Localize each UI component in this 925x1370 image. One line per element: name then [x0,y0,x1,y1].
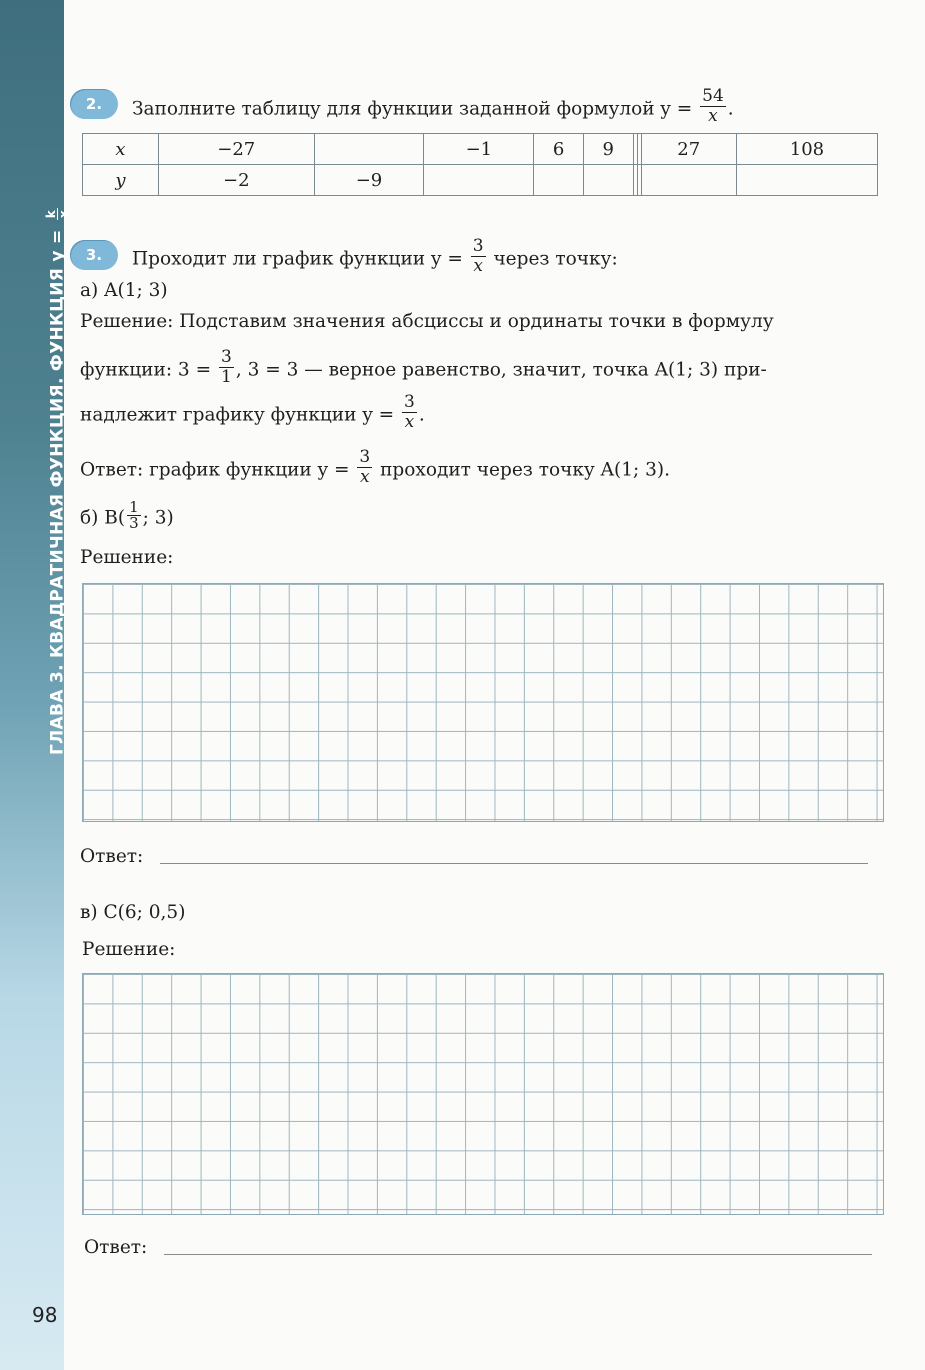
fraction-denominator: x [359,467,370,487]
part-c-answer-line[interactable] [164,1253,872,1255]
part-a-solution-line-3 [80,392,425,435]
table-cell: −9 [314,165,424,196]
part-b-answer-label: Ответ: [80,846,144,867]
table-cell: 6 [534,134,584,165]
table-cell: 27 [641,134,736,165]
table-cell[interactable] [534,165,584,196]
part-b-answer-line[interactable] [160,862,868,864]
table-cell[interactable] [736,165,877,196]
chapter-sidebar [0,0,71,1370]
text: . [418,404,425,426]
task-3-badge: 3. [70,240,118,270]
fraction-denominator: x [708,106,718,126]
text: Ответ: график функции y = [80,459,350,481]
fraction-denominator: x [473,256,483,276]
task-3-fraction [471,237,486,276]
fraction-numerator: 3 [359,447,371,467]
part-c-label: в) C(6; 0,5) [80,902,186,923]
text: ; 3) [142,507,174,529]
text: надлежит графику функции y = [80,404,395,426]
solution-fraction [402,393,417,432]
point-fraction [127,500,141,531]
solution-fraction [219,348,234,387]
table-cell: −2 [159,165,315,196]
task-2-statement: Заполните таблицу для функции заданной формулой y = $\frac{54}{x}$ . [132,86,734,126]
task-2-text: Заполните таблицу для функции заданной формулой y = [132,98,693,120]
part-a-solution-line-1: Решение: Подставим значения абсциссы и ординаты точки в формулу [80,311,774,332]
chapter-title [45,208,70,755]
text: функции: 3 = [80,359,212,381]
part-b-solution-grid[interactable] [82,583,884,822]
chapter-title-text: ГЛАВА 3. КВАДРАТИЧНАЯ ФУНКЦИЯ. ФУНКЦИЯ y = [47,229,68,755]
fraction-denominator: 1 [220,367,232,387]
part-c-answer-label: Ответ: [84,1237,148,1258]
fraction-numerator: k [44,209,58,219]
table-cell[interactable] [641,165,736,196]
part-b-solution-label: Решение: [80,547,174,568]
task-2-badge: 2. [70,89,118,119]
task-2-value-table [82,133,878,196]
fraction-denominator: x [404,412,415,432]
fraction-numerator: 1 [129,498,139,516]
table-cell[interactable] [583,165,633,196]
answer-fraction [357,448,372,487]
table-cell: −27 [159,134,315,165]
chapter-title-fraction [45,208,70,220]
part-a-label: а) A(1; 3) [80,280,168,301]
task-3-text-before: Проходит ли график функции y = [132,248,463,270]
table-cell: −1 [424,134,534,165]
part-b-label [80,498,174,534]
part-c-solution-grid[interactable] [82,973,884,1215]
page-number: 98 [32,1303,58,1327]
text: проходит через точку A(1; 3). [380,459,670,481]
text: б) B( [80,507,126,529]
table-cell: 108 [736,134,877,165]
part-a-solution-line-2 [80,347,767,390]
table-row-x [83,134,878,165]
table-cell[interactable] [314,134,424,165]
part-a-answer [80,447,670,490]
part-c-solution-label: Решение: [82,939,176,960]
fraction-numerator: 54 [702,86,724,106]
task-3-statement [132,236,618,279]
table-cell: 9 [583,134,633,165]
fraction-numerator: 3 [404,392,415,412]
text: , 3 = 3 — верное равенство, значит, точка A(1; 3) при- [235,359,767,381]
table-header-x: x [83,134,159,165]
table-header-y: y [83,165,159,196]
table-cell[interactable] [424,165,534,196]
task-3-text-after: через точку: [493,248,618,270]
fraction-numerator: 3 [472,236,484,256]
task-2-fraction [700,87,726,126]
fraction-denominator: 3 [129,514,139,532]
fraction-denominator: x [57,210,71,219]
fraction-numerator: 3 [220,347,232,367]
table-row-y [83,165,878,196]
